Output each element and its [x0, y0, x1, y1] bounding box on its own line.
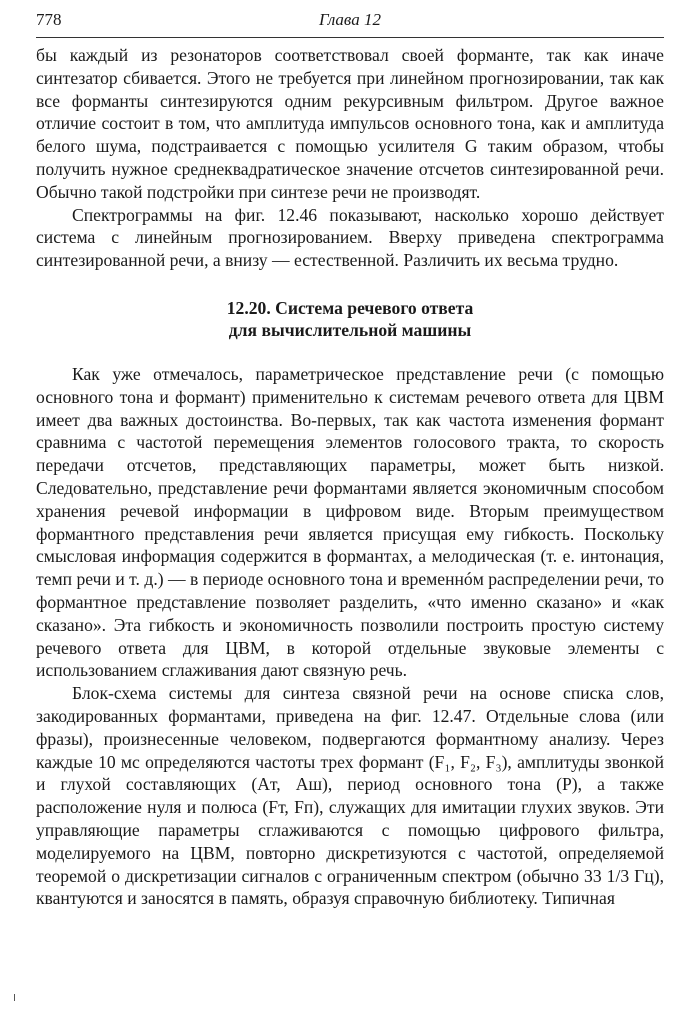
scan-margin-mark [14, 994, 15, 1001]
paragraph-block-diagram: Блок-схема системы для синтеза связной речи на основе списка слов, закодированных формантами, приведена на фиг. 12.47. Отдельные слова (или фразы), произнесенные человеком, подвергаются формантному анализу. Через каждые 10 мс определяются частоты трех формант (F₁, F₂, F₃), амплитуды звонкой и глухой составляющих (Aт, Aш), период основного тона (P), а также расположение нуля и полюса (Fт, Fп), служащих для имитации глухих звуков. Эти управляющие параметры сглаживаются с помощью цифрового фильтра, моделируемого на ЦВМ, повторно дискретизуются с частотой, определяемой теоремой о дискретизации сигналов с ограниченным спектром (обычно 33 1/3 Гц), квантуются и заносятся в память, образуя справочную библиотеку. Типичная [36, 683, 664, 909]
header-rule [36, 37, 664, 38]
paragraph-spectrograms: Спектрограммы на фиг. 12.46 показывают, насколько хорошо действует система с линейным прогнозированием. Вверху приведена спектрограмма синтезированной речи, а внизу — естественной. Различить их весьма трудно. [36, 204, 664, 271]
section-heading-line-2: для вычислительной машины [228, 319, 472, 340]
chapter-title: Глава 12 [319, 10, 381, 29]
paragraph-advantages: Как уже отмечалось, параметрическое представление речи (с помощью основного тона и формант) применительно к системам речевого ответа для ЦВМ имеет два важных достоинства. Во-первых, так как частота изменения формант сравнима с частотой перемещения элементов голосового тракта, то скорость передачи отсчетов, представляющих параметры, может быть низкой. Следовательно, представление речи формантами является экономичным способом хранения речевой информации в цифровом виде. Вторым преимуществом формантного представления речи является присущая ему гибкость. Поскольку смысловая информация содержится в формантах, а мелодическая (т. е. интонация, темп речи и т. д.) — в периоде основного тона и временнóм распределении речи, то формантное представление позволяет разделить, «что именно сказано» и «как сказано». Эта гибкость и экономичность позволили построить простую систему речевого ответа для ЦВМ, в которой отдельные звуковые элементы с использованием сглаживания дают связную речь. [36, 363, 664, 681]
main-text [36, 44, 664, 910]
running-head [36, 10, 664, 34]
paragraph-continuation: бы каждый из резонаторов соответствовал своей форманте, так как иначе синтезатор сбивается. Этого не требуется при линейном прогнозировании, так как все форманты синтезируются одним рекурсивным фильтром. Другое важное отличие состоит в том, что амплитуда импульсов основного тона, как и амплитуда белого шума, подстраивается с помощью усилителя G таким образом, чтобы получить нужное среднеквадратическое значение отсчетов синтезированной речи. Обычно такой подстройки при синтезе речи не производят. [36, 45, 664, 202]
page-number: 778 [36, 10, 62, 29]
section-heading [36, 297, 664, 341]
section-heading-line-1: 12.20. Система речевого ответа [226, 297, 474, 318]
